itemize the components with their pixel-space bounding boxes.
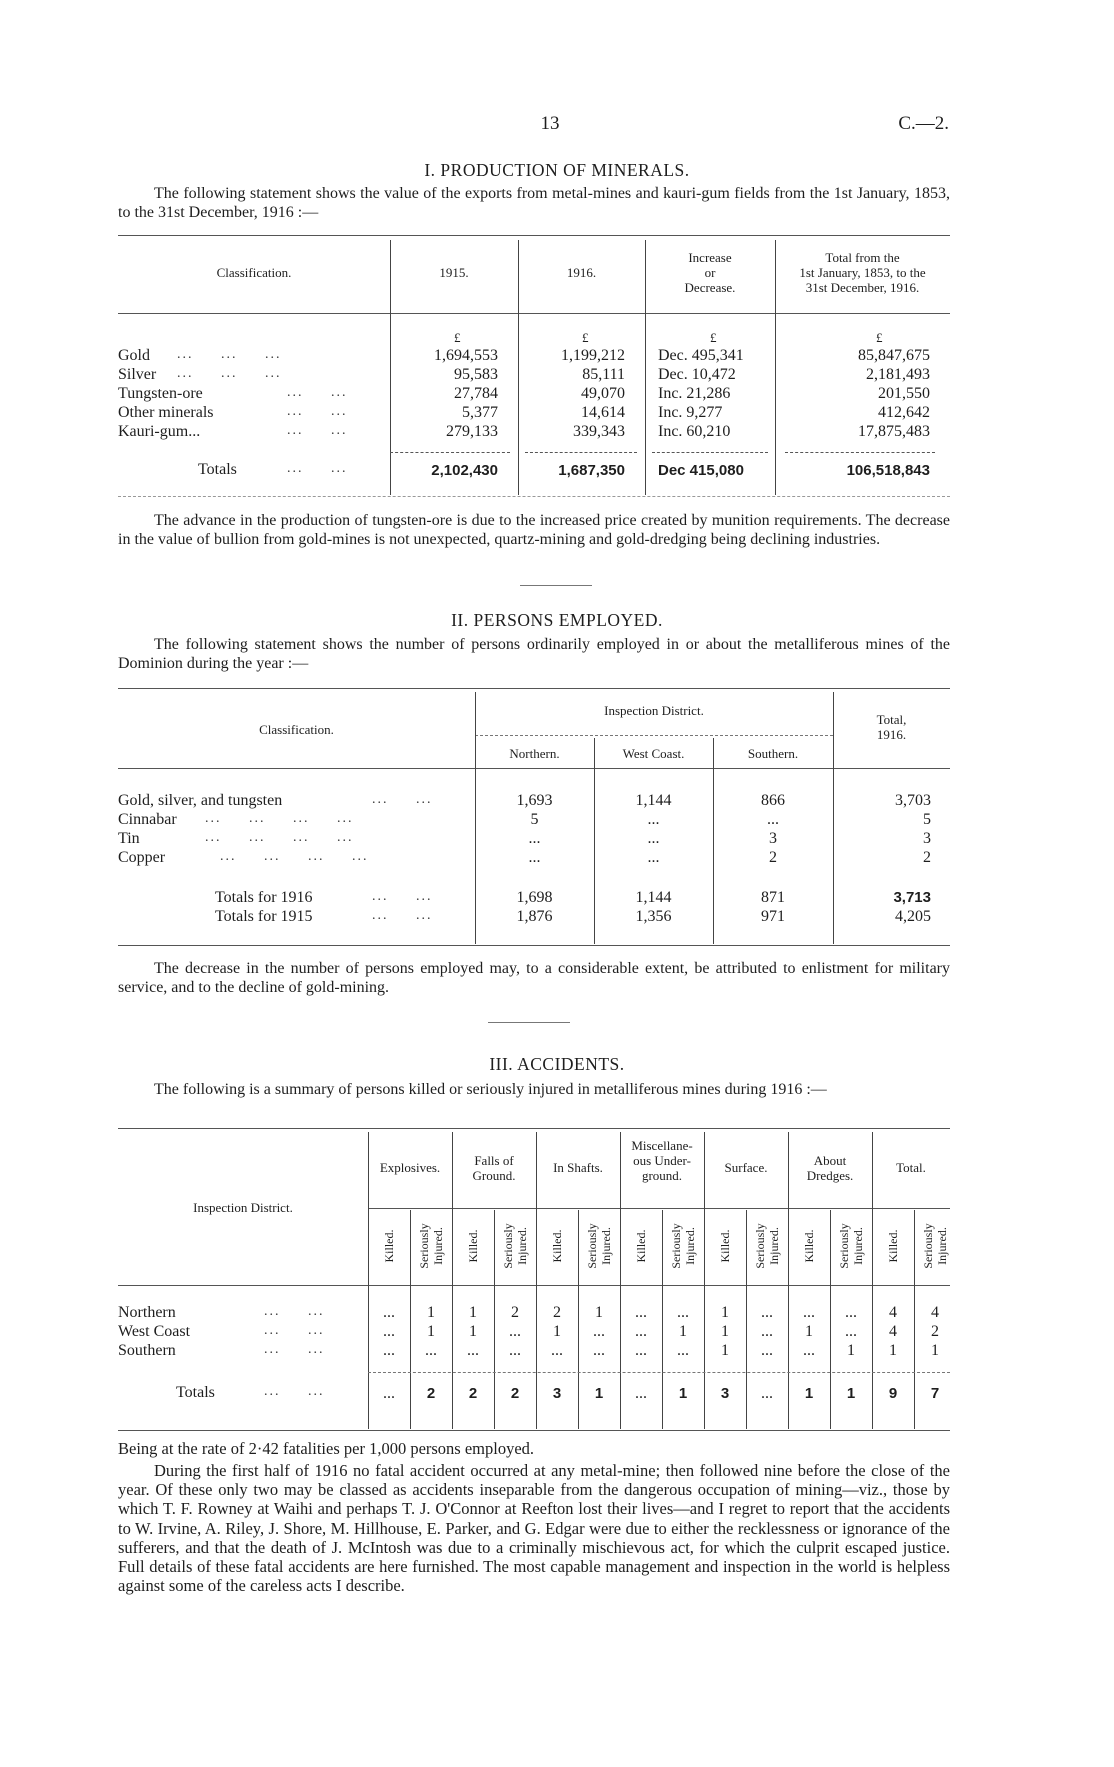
group-surface: Surface. — [724, 1160, 768, 1175]
accident-cell: ... — [593, 1323, 605, 1340]
value-total: 17,875,483 — [858, 423, 930, 440]
table-header-rule — [118, 768, 950, 769]
header-total-line3: 31st December, 1916. — [805, 280, 920, 295]
row-label: Silver — [118, 366, 157, 383]
currency-symbol: £ — [582, 330, 589, 345]
total-southern: 971 — [761, 908, 785, 925]
group-dredges-line2: Dredges. — [806, 1168, 854, 1183]
subheader-rule — [475, 735, 833, 736]
value-west-coast: ... — [647, 811, 660, 828]
sum-rule — [652, 452, 768, 453]
value-1916: 339,343 — [573, 423, 625, 440]
sub-header-injured: Injured. — [515, 1227, 529, 1265]
sub-header-injured: Injured. — [683, 1227, 697, 1265]
section-separator — [520, 585, 592, 586]
group-falls-line1: Falls of — [474, 1153, 514, 1168]
row-label: Gold — [118, 347, 150, 364]
group-misc-line3: ground. — [641, 1168, 683, 1183]
accident-cell: ... — [383, 1342, 395, 1359]
leader-dots: ... ... ... ... — [205, 811, 354, 826]
row-label: Cinnabar — [118, 811, 177, 828]
value-total: 85,847,675 — [858, 347, 930, 364]
currency-symbol: £ — [454, 330, 461, 345]
header-classification: Classification. — [259, 722, 334, 737]
value-total: 3 — [923, 830, 931, 847]
sum-rule — [525, 452, 637, 453]
sub-header-seriously: Seriously — [837, 1223, 851, 1269]
accident-total-cell: 1 — [804, 1385, 814, 1402]
table-header-rule — [118, 313, 950, 314]
leader-dots: ... ... — [287, 404, 348, 419]
sum-rule — [390, 452, 510, 453]
accident-cell: 1 — [469, 1304, 477, 1321]
sub-header-seriously: Seriously — [753, 1223, 767, 1269]
total-northern: 1,698 — [516, 889, 553, 906]
table-bottom-rule — [118, 1430, 950, 1431]
accident-cell: 1 — [679, 1323, 687, 1340]
accident-total-cell: 3 — [720, 1385, 730, 1402]
accident-cell: ... — [635, 1342, 647, 1359]
value-1915: 279,133 — [446, 423, 498, 440]
sub-header-injured: Injured. — [935, 1227, 949, 1265]
accident-cell: ... — [467, 1342, 479, 1359]
accident-cell: 1 — [469, 1323, 477, 1340]
total-grand: 4,205 — [895, 908, 931, 925]
currency-symbol: £ — [876, 330, 883, 345]
value-total: 5 — [923, 811, 931, 828]
row-label: Northern — [118, 1304, 176, 1321]
value-west-coast: ... — [647, 849, 660, 866]
accident-cell: 1 — [847, 1342, 855, 1359]
leader-dots: ... ... — [264, 1384, 325, 1399]
value-change: Dec. 495,341 — [658, 347, 744, 364]
page-number: 13 — [540, 113, 560, 134]
sub-header-seriously: Seriously — [417, 1223, 431, 1269]
accident-cell: 4 — [889, 1304, 897, 1321]
value-northern: 5 — [530, 811, 539, 828]
sum-rule — [785, 452, 935, 453]
table-top-rule — [118, 1128, 950, 1129]
value-northern: 1,693 — [516, 792, 553, 809]
accident-total-cell: 1 — [594, 1385, 604, 1402]
accident-cell: 1 — [427, 1323, 435, 1340]
minerals-intro: The following statement shows the value of the exports from metal-mines and kauri-gum fields from the 1st January, 1853, to the 31st December, 1916 :— — [118, 185, 950, 221]
sub-header-seriously: Seriously — [501, 1223, 515, 1269]
value-southern: 3 — [769, 830, 777, 847]
accident-cell: ... — [845, 1323, 857, 1340]
header-total-line1: Total, — [876, 712, 907, 727]
value-northern: ... — [528, 830, 541, 847]
accident-cell: 4 — [889, 1323, 897, 1340]
sub-header-seriously: Seriously — [921, 1223, 935, 1269]
accident-cell: 1 — [427, 1304, 435, 1321]
accidents-section-title: III. ACCIDENTS. — [489, 1054, 625, 1074]
total-grand: 106,518,843 — [846, 462, 930, 479]
leader-dots: ... ... — [287, 423, 348, 438]
totals-label: Totals — [176, 1384, 215, 1401]
sub-header-killed: Killed. — [718, 1229, 732, 1263]
accident-total-cell: 2 — [426, 1385, 436, 1402]
accident-cell: 1 — [721, 1323, 729, 1340]
totals-label: Totals for 1916 — [215, 889, 313, 906]
value-west-coast: ... — [647, 830, 660, 847]
accident-cell: 1 — [721, 1304, 729, 1321]
header-change-line2: or — [704, 265, 716, 280]
accident-cell: 2 — [931, 1323, 939, 1340]
accident-cell: ... — [761, 1304, 773, 1321]
sub-header-injured: Injured. — [599, 1227, 613, 1265]
subheader-rule — [368, 1208, 950, 1209]
total-1915: 2,102,430 — [431, 462, 498, 479]
accident-cell: ... — [761, 1342, 773, 1359]
value-total: 2 — [923, 849, 931, 866]
accident-cell: 2 — [553, 1304, 561, 1321]
sub-header-injured: Injured. — [767, 1227, 781, 1265]
accident-cell: ... — [509, 1323, 521, 1340]
leader-dots: ... ... ... ... — [205, 830, 354, 845]
header-district: Inspection District. — [193, 1200, 293, 1215]
accident-cell: ... — [761, 1323, 773, 1340]
value-southern: 2 — [769, 849, 777, 866]
table-top-rule — [118, 688, 950, 689]
accident-total-cell: ... — [383, 1385, 395, 1402]
accidents-final-paragraph: During the first half of 1916 no fatal accident occurred at any metal-mine; then followed nine before the close of the year. Of these only two may be classed as accidents inseparable from the dangerous occupation of mining—viz., those by which T. F. Rowney at Waihi and perhaps T. J. O'Connor at Reefton lost their lives—and I regret to report that the accidents to W. Irvine, A. Riley, J. Shore, M. Hillhouse, E. Parker, and G. Edgar were due to either the recklessness or ignorance of the sufferers, and that the death of J. McIntosh was due to a criminally mischievous act, for which the culprit escaped justice. Full details of these fatal accidents are here furnished. The most capable management and inspection in the world is helpless against some of the careless acts I describe. — [118, 1461, 950, 1596]
accident-cell: 1 — [931, 1342, 939, 1359]
sub-header-seriously: Seriously — [669, 1223, 683, 1269]
header-total-line1: Total from the — [825, 250, 900, 265]
leader-dots: ... ... — [264, 1323, 325, 1338]
sub-header-injured: Injured. — [851, 1227, 865, 1265]
header-total-line2: 1916. — [876, 727, 907, 742]
accident-cell: ... — [845, 1304, 857, 1321]
header-west-coast: West Coast. — [622, 746, 685, 761]
group-dredges-line1: About — [813, 1153, 847, 1168]
total-1916: 1,687,350 — [558, 462, 625, 479]
value-1915: 5,377 — [462, 404, 498, 421]
accident-total-cell: 2 — [510, 1385, 520, 1402]
accident-cell: 1 — [889, 1342, 897, 1359]
persons-note: The decrease in the number of persons employed may, to a considerable extent, be attributed to enlistment for military service, and to the decline of gold-mining. — [118, 960, 950, 996]
accident-cell: ... — [803, 1304, 815, 1321]
accident-cell: ... — [551, 1342, 563, 1359]
table-bottom-rule — [118, 496, 950, 497]
value-west-coast: 1,144 — [635, 792, 672, 809]
value-southern: ... — [767, 811, 779, 828]
group-total: Total. — [896, 1160, 926, 1175]
group-shafts: In Shafts. — [553, 1160, 603, 1175]
value-1916: 1,199,212 — [561, 347, 625, 364]
leader-dots: ... ... ... — [177, 347, 282, 362]
fatality-rate-note: Being at the rate of 2·42 fatalities per 1,000 persons employed. — [118, 1439, 535, 1458]
value-1916: 85,111 — [582, 366, 625, 383]
table-bottom-rule — [118, 945, 950, 946]
leader-dots: ... ... — [372, 889, 433, 904]
leader-dots: ... ... ... — [177, 366, 282, 381]
group-explosives: Explosives. — [379, 1160, 441, 1175]
accident-total-cell: 3 — [552, 1385, 562, 1402]
accident-total-cell: 1 — [846, 1385, 856, 1402]
row-label: Tin — [118, 830, 140, 847]
accident-total-cell: ... — [761, 1385, 773, 1402]
header-change-line3: Decrease. — [684, 280, 736, 295]
sub-header-seriously: Seriously — [585, 1223, 599, 1269]
accident-cell: 2 — [511, 1304, 519, 1321]
leader-dots: ... ... ... ... — [220, 849, 369, 864]
accident-cell: ... — [677, 1304, 689, 1321]
accident-total-cell: 9 — [888, 1385, 898, 1402]
row-label: Other minerals — [118, 404, 214, 421]
value-1916: 49,070 — [581, 385, 625, 402]
minerals-section-title: I. PRODUCTION OF MINERALS. — [424, 160, 690, 180]
section-separator — [488, 1022, 570, 1023]
accident-cell: ... — [803, 1342, 815, 1359]
value-change: Inc. 60,210 — [658, 423, 731, 440]
row-label: West Coast — [118, 1323, 191, 1340]
leader-dots: ... ... — [287, 385, 348, 400]
row-label: Copper — [118, 849, 166, 866]
value-total: 412,642 — [878, 404, 930, 421]
leader-dots: ... ... — [287, 461, 348, 476]
accident-cell: 1 — [721, 1342, 729, 1359]
accident-total-cell: ... — [635, 1385, 647, 1402]
accident-cell: 1 — [595, 1304, 603, 1321]
value-1915: 27,784 — [454, 385, 498, 402]
document-reference: C.—2. — [898, 113, 949, 134]
leader-dots: ... ... — [372, 792, 433, 807]
sub-header-killed: Killed. — [466, 1229, 480, 1263]
table-top-rule — [118, 235, 950, 236]
sub-header-killed: Killed. — [886, 1229, 900, 1263]
table-header-rule — [118, 1285, 950, 1286]
header-classification: Classification. — [216, 265, 292, 280]
header-southern: Southern. — [747, 746, 799, 761]
header-district: Inspection District. — [604, 703, 704, 718]
value-change: Dec. 10,472 — [658, 366, 736, 383]
accident-total-cell: 1 — [678, 1385, 688, 1402]
accident-cell: ... — [677, 1342, 689, 1359]
accident-cell: ... — [425, 1342, 437, 1359]
group-misc-line1: Miscellane- — [631, 1138, 693, 1153]
sum-rule — [368, 1372, 950, 1373]
sub-header-injured: Injured. — [431, 1227, 445, 1265]
total-change: Dec 415,080 — [658, 462, 744, 479]
header-change-line1: Increase — [688, 250, 732, 265]
value-northern: ... — [528, 849, 541, 866]
accident-cell: 4 — [931, 1304, 939, 1321]
accident-total-cell: 7 — [930, 1385, 940, 1402]
total-southern: 871 — [761, 889, 785, 906]
persons-section-title: II. PERSONS EMPLOYED. — [451, 610, 663, 630]
currency-symbol: £ — [710, 330, 717, 345]
row-label: Tungsten-ore — [118, 385, 203, 402]
value-1915: 1,694,553 — [434, 347, 498, 364]
accident-cell: 1 — [553, 1323, 561, 1340]
row-label: Gold, silver, and tungsten — [118, 792, 283, 809]
header-northern: Northern. — [509, 746, 560, 761]
total-west-coast: 1,144 — [635, 889, 672, 906]
value-total: 2,181,493 — [866, 366, 930, 383]
accident-cell: 1 — [805, 1323, 813, 1340]
value-southern: 866 — [761, 792, 785, 809]
value-1915: 95,583 — [454, 366, 498, 383]
total-northern: 1,876 — [516, 908, 553, 925]
row-label: Southern — [118, 1342, 176, 1359]
group-misc-line2: ous Under- — [633, 1153, 691, 1168]
accident-cell: ... — [509, 1342, 521, 1359]
accident-cell: ... — [635, 1304, 647, 1321]
persons-intro: The following statement shows the number of persons ordinarily employed in or about the metalliferous mines of the Dominion during the year :— — [118, 636, 950, 672]
value-change: Inc. 21,286 — [658, 385, 731, 402]
leader-dots: ... ... — [264, 1304, 325, 1319]
total-west-coast: 1,356 — [635, 908, 672, 925]
totals-label: Totals for 1915 — [215, 908, 313, 925]
totals-label: Totals — [198, 461, 237, 478]
minerals-note: The advance in the production of tungsten-ore is due to the increased price created by munition requirements. The decrease in the value of bullion from gold-mines is not unexpected, quartz-mining and gold-dredging being declining industries. — [118, 512, 950, 548]
value-total: 3,703 — [895, 792, 931, 809]
header-total-line2: 1st January, 1853, to the — [799, 265, 926, 280]
accident-cell: ... — [593, 1342, 605, 1359]
value-total: 201,550 — [878, 385, 930, 402]
total-grand: 3,713 — [893, 889, 931, 906]
sub-header-killed: Killed. — [382, 1229, 396, 1263]
sub-header-killed: Killed. — [550, 1229, 564, 1263]
accident-cell: ... — [383, 1304, 395, 1321]
group-falls-line2: Ground. — [472, 1168, 516, 1183]
accident-cell: ... — [635, 1323, 647, 1340]
header-1915: 1915. — [439, 265, 469, 280]
accident-cell: ... — [383, 1323, 395, 1340]
accidents-intro: The following is a summary of persons killed or seriously injured in metalliferous mines during 1916 :— — [154, 1081, 827, 1098]
sub-header-killed: Killed. — [802, 1229, 816, 1263]
leader-dots: ... ... — [264, 1342, 325, 1357]
row-label: Kauri-gum... — [118, 423, 201, 440]
value-1916: 14,614 — [581, 404, 625, 421]
header-1916: 1916. — [566, 265, 597, 280]
sub-header-killed: Killed. — [634, 1229, 648, 1263]
accident-total-cell: 2 — [468, 1385, 478, 1402]
value-change: Inc. 9,277 — [658, 404, 723, 421]
leader-dots: ... ... — [372, 908, 433, 923]
